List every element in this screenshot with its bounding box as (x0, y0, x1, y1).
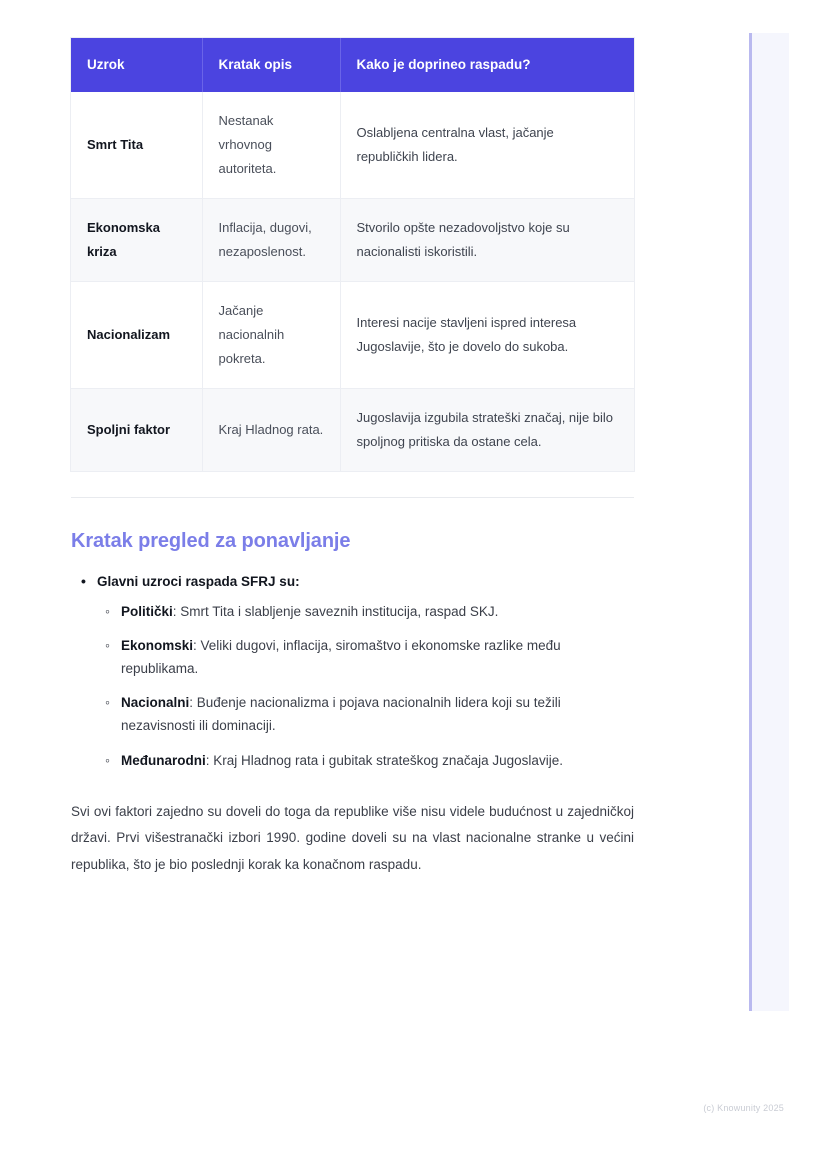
list-item-term: Ekonomski (121, 637, 194, 653)
cell-cause: Ekonomska kriza (71, 198, 202, 281)
list-item (121, 691, 634, 737)
cell-effect: Oslabljena centralna vlast, jačanje republičkih lidera. (340, 92, 634, 199)
cell-cause: Nacionalizam (71, 281, 202, 388)
list-item-text: : Buđenje nacionalizma i pojava nacionalnih lidera koji su težili nezavisnosti ili dominaciji. (121, 695, 561, 734)
decorative-side-panel (749, 33, 789, 1011)
table-header (71, 38, 634, 92)
column-header-description: Kratak opis (202, 38, 340, 92)
cell-effect: Interesi nacije stavljeni ispred interesa Jugoslavije, što je dovelo do sukoba. (340, 281, 634, 388)
cell-description: Nestanak vrhovnog autoriteta. (202, 92, 340, 199)
list-item (121, 749, 634, 772)
table-body (71, 92, 634, 471)
document-page (71, 0, 634, 878)
summary-sublist (97, 600, 634, 772)
cell-effect: Jugoslavija izgubila strateški značaj, nije bilo spoljnog pritiska da ostane cela. (340, 388, 634, 471)
table-row (71, 198, 634, 281)
table-row (71, 388, 634, 471)
cell-description: Jačanje nacionalnih pokreta. (202, 281, 340, 388)
cell-description: Kraj Hladnog rata. (202, 388, 340, 471)
column-header-effect: Kako je doprineo raspadu? (340, 38, 634, 92)
list-item-text: : Smrt Tita i slabljenje saveznih institucija, raspad SKJ. (172, 603, 499, 619)
list-item-term: Nacionalni (121, 695, 190, 711)
section-divider (71, 497, 634, 498)
column-header-cause: Uzrok (71, 38, 202, 92)
footer-copyright: (c) Knowunity 2025 (703, 1103, 784, 1113)
summary-intro-label: Glavni uzroci raspada SFRJ su: (97, 574, 300, 590)
list-item-term: Politički (121, 603, 173, 619)
cell-cause: Spoljni faktor (71, 388, 202, 471)
list-item-term: Međunarodni (121, 752, 206, 768)
cell-cause: Smrt Tita (71, 92, 202, 199)
table-row (71, 92, 634, 199)
body-paragraph: Svi ovi faktori zajedno su doveli do toga da republike više nisu videle budućnost u zajedničkoj državi. Prvi višestranački izbori 1990. godine doveli su na vlast nacionalne stranke u većini republika, što je bio poslednji korak ka konačnom raspadu. (71, 803, 634, 872)
table-header-row (71, 38, 634, 92)
list-item-text: : Veliki dugovi, inflacija, siromaštvo i ekonomske razlike među republikama. (121, 637, 561, 677)
list-item (97, 571, 634, 772)
table-row (71, 281, 634, 388)
summary-list (71, 571, 634, 772)
cell-description: Inflacija, dugovi, nezaposlenost. (202, 198, 340, 281)
page-title: Kratak pregled za ponavljanje (71, 530, 351, 553)
causes-table (71, 38, 634, 471)
cell-effect: Stvorilo opšte nezadovoljstvo koje su nacionalisti iskoristili. (340, 198, 634, 281)
list-item-text: : Kraj Hladnog rata i gubitak strateškog značaja Jugoslavije. (205, 752, 563, 768)
list-item (121, 600, 634, 623)
list-item (121, 634, 634, 680)
